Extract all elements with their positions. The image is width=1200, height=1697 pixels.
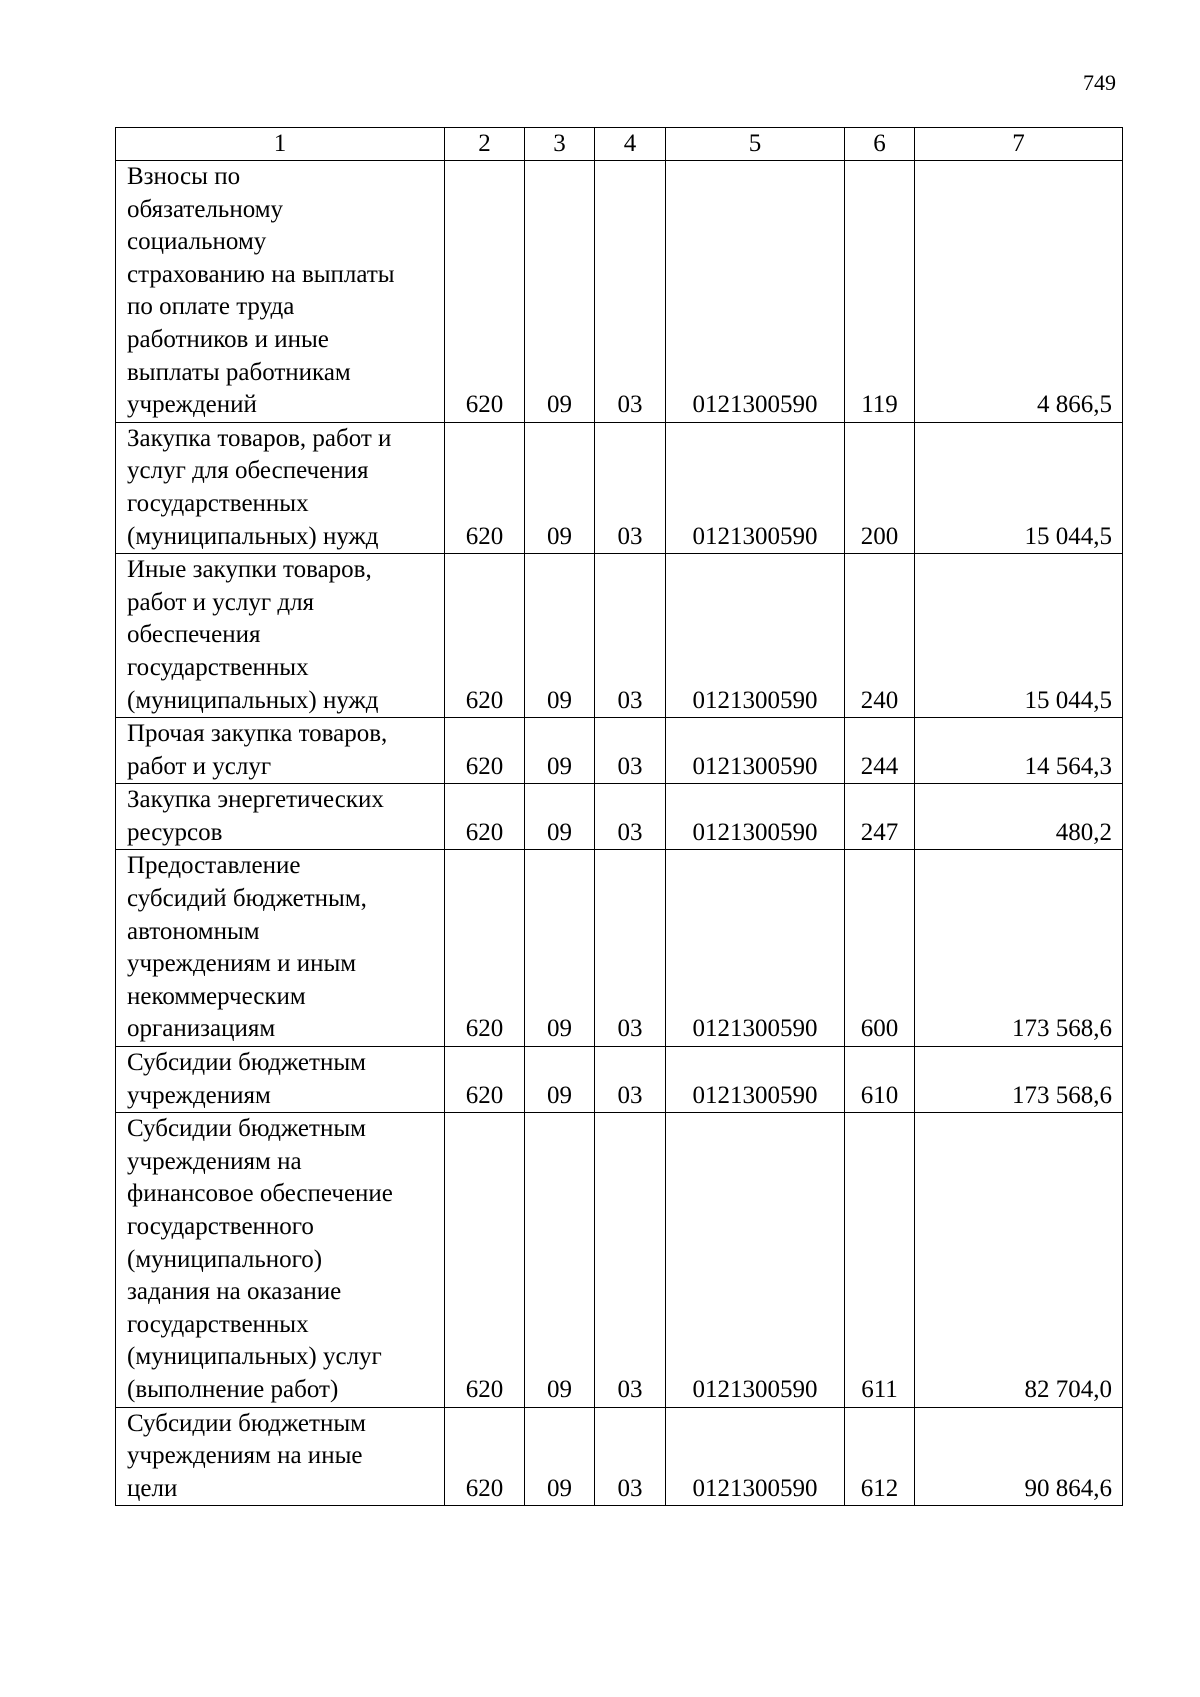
item-name-line: страхованию на выплаты <box>127 260 395 288</box>
item-name-line: услуг для обеспечения <box>127 457 369 485</box>
amount: 173 568,6 <box>915 850 1123 1047</box>
table-row <box>116 161 1123 423</box>
item-name-line: Субсидии бюджетным <box>127 1409 366 1437</box>
subsubsection-code: 03 <box>595 1047 666 1113</box>
item-name-line: Закупка товаров, работ и <box>127 424 392 452</box>
expense-type-code: 611 <box>845 1113 915 1407</box>
item-name-line: (муниципальных) нужд <box>127 686 379 714</box>
subsection-code: 09 <box>525 161 595 423</box>
section-code: 620 <box>445 718 525 784</box>
section-code: 620 <box>445 1113 525 1407</box>
target-code: 0121300590 <box>666 1407 845 1506</box>
item-name <box>116 784 445 850</box>
section-code: 620 <box>445 161 525 423</box>
column-header: 6 <box>845 128 915 161</box>
target-code: 0121300590 <box>666 718 845 784</box>
subsection-code: 09 <box>525 784 595 850</box>
item-name-line: Предоставление <box>127 852 301 880</box>
column-header: 7 <box>915 128 1123 161</box>
subsubsection-code: 03 <box>595 422 666 553</box>
subsubsection-code: 03 <box>595 554 666 718</box>
target-code: 0121300590 <box>666 850 845 1047</box>
item-name-line: Иные закупки товаров, <box>127 556 372 584</box>
item-name-line: учреждениям <box>127 1081 271 1109</box>
item-name-line: (муниципальных) нужд <box>127 522 379 550</box>
item-name <box>116 161 445 423</box>
amount: 82 704,0 <box>915 1113 1123 1407</box>
header-row <box>116 128 1123 161</box>
amount: 4 866,5 <box>915 161 1123 423</box>
item-name-line: государственных <box>127 1310 309 1338</box>
item-name-line: работников и иные <box>127 325 329 353</box>
item-name <box>116 850 445 1047</box>
item-name-line: работ и услуг <box>127 752 272 780</box>
table-body <box>116 128 1123 1506</box>
subsubsection-code: 03 <box>595 1407 666 1506</box>
item-name-line: учреждениям на иные <box>127 1442 363 1470</box>
item-name-line: некоммерческим <box>127 982 306 1010</box>
subsubsection-code: 03 <box>595 1113 666 1407</box>
table-row <box>116 1047 1123 1113</box>
amount: 15 044,5 <box>915 554 1123 718</box>
section-code: 620 <box>445 422 525 553</box>
table-row <box>116 784 1123 850</box>
subsection-code: 09 <box>525 422 595 553</box>
section-code: 620 <box>445 784 525 850</box>
item-name-line: задания на оказание <box>127 1278 342 1306</box>
table-row <box>116 850 1123 1047</box>
expense-type-code: 244 <box>845 718 915 784</box>
item-name-line: учреждениям на <box>127 1147 302 1175</box>
subsubsection-code: 03 <box>595 850 666 1047</box>
item-name-line: работ и услуг для <box>127 588 315 616</box>
target-code: 0121300590 <box>666 554 845 718</box>
section-code: 620 <box>445 1407 525 1506</box>
item-name-line: учреждений <box>127 391 257 419</box>
subsubsection-code: 03 <box>595 161 666 423</box>
column-header: 4 <box>595 128 666 161</box>
item-name-line: государственных <box>127 653 309 681</box>
item-name-line: Субсидии бюджетным <box>127 1115 366 1143</box>
item-name-line: учреждениям и иным <box>127 950 357 978</box>
page-number: 749 <box>1083 70 1116 95</box>
item-name-line: обязательному <box>127 195 284 223</box>
item-name <box>116 1407 445 1506</box>
table-row <box>116 718 1123 784</box>
subsubsection-code: 03 <box>595 784 666 850</box>
amount: 480,2 <box>915 784 1123 850</box>
item-name-line: автономным <box>127 917 260 945</box>
item-name <box>116 718 445 784</box>
item-name-line: (муниципальных) услуг <box>127 1343 382 1371</box>
item-name-line: государственного <box>127 1213 314 1240</box>
item-name <box>116 1113 445 1407</box>
amount: 90 864,6 <box>915 1407 1123 1506</box>
item-name-line: выплаты работникам <box>127 358 351 386</box>
column-header: 5 <box>666 128 845 161</box>
subsection-code: 09 <box>525 718 595 784</box>
amount: 15 044,5 <box>915 422 1123 553</box>
item-name-line: по оплате труда <box>127 293 295 321</box>
section-code: 620 <box>445 1047 525 1113</box>
item-name-line: Прочая закупка товаров, <box>127 720 388 748</box>
column-header: 1 <box>116 128 445 161</box>
subsection-code: 09 <box>525 554 595 718</box>
item-name-line: (муниципального) <box>127 1245 323 1273</box>
amount: 14 564,3 <box>915 718 1123 784</box>
expense-type-code: 612 <box>845 1407 915 1506</box>
section-code: 620 <box>445 850 525 1047</box>
item-name-line: (выполнение работ) <box>127 1375 339 1403</box>
item-name <box>116 1047 445 1113</box>
expense-type-code: 610 <box>845 1047 915 1113</box>
target-code: 0121300590 <box>666 422 845 553</box>
item-name <box>116 554 445 718</box>
table-row <box>116 422 1123 553</box>
item-name-line: Закупка энергетических <box>127 786 384 814</box>
item-name-line: Взносы по <box>127 163 241 190</box>
item-name-line: государственных <box>127 489 309 517</box>
target-code: 0121300590 <box>666 1047 845 1113</box>
item-name-line: субсидий бюджетным, <box>127 885 367 913</box>
item-name-line: цели <box>127 1474 178 1502</box>
item-name-line: финансовое обеспечение <box>127 1180 393 1208</box>
expense-type-code: 600 <box>845 850 915 1047</box>
amount: 173 568,6 <box>915 1047 1123 1113</box>
table-row <box>116 1113 1123 1407</box>
subsection-code: 09 <box>525 1113 595 1407</box>
subsubsection-code: 03 <box>595 718 666 784</box>
column-header: 2 <box>445 128 525 161</box>
column-header: 3 <box>525 128 595 161</box>
expense-type-code: 119 <box>845 161 915 423</box>
budget-table <box>115 127 1123 1506</box>
item-name <box>116 422 445 553</box>
item-name-line: ресурсов <box>127 818 223 846</box>
item-name-line: Субсидии бюджетным <box>127 1049 366 1077</box>
expense-type-code: 240 <box>845 554 915 718</box>
expense-type-code: 247 <box>845 784 915 850</box>
item-name-line: обеспечения <box>127 621 261 649</box>
subsection-code: 09 <box>525 850 595 1047</box>
expense-type-code: 200 <box>845 422 915 553</box>
target-code: 0121300590 <box>666 1113 845 1407</box>
subsection-code: 09 <box>525 1047 595 1113</box>
target-code: 0121300590 <box>666 784 845 850</box>
table-row <box>116 554 1123 718</box>
section-code: 620 <box>445 554 525 718</box>
table-row <box>116 1407 1123 1506</box>
item-name-line: организациям <box>127 1015 276 1043</box>
subsection-code: 09 <box>525 1407 595 1506</box>
item-name-line: социальному <box>127 228 267 256</box>
target-code: 0121300590 <box>666 161 845 423</box>
